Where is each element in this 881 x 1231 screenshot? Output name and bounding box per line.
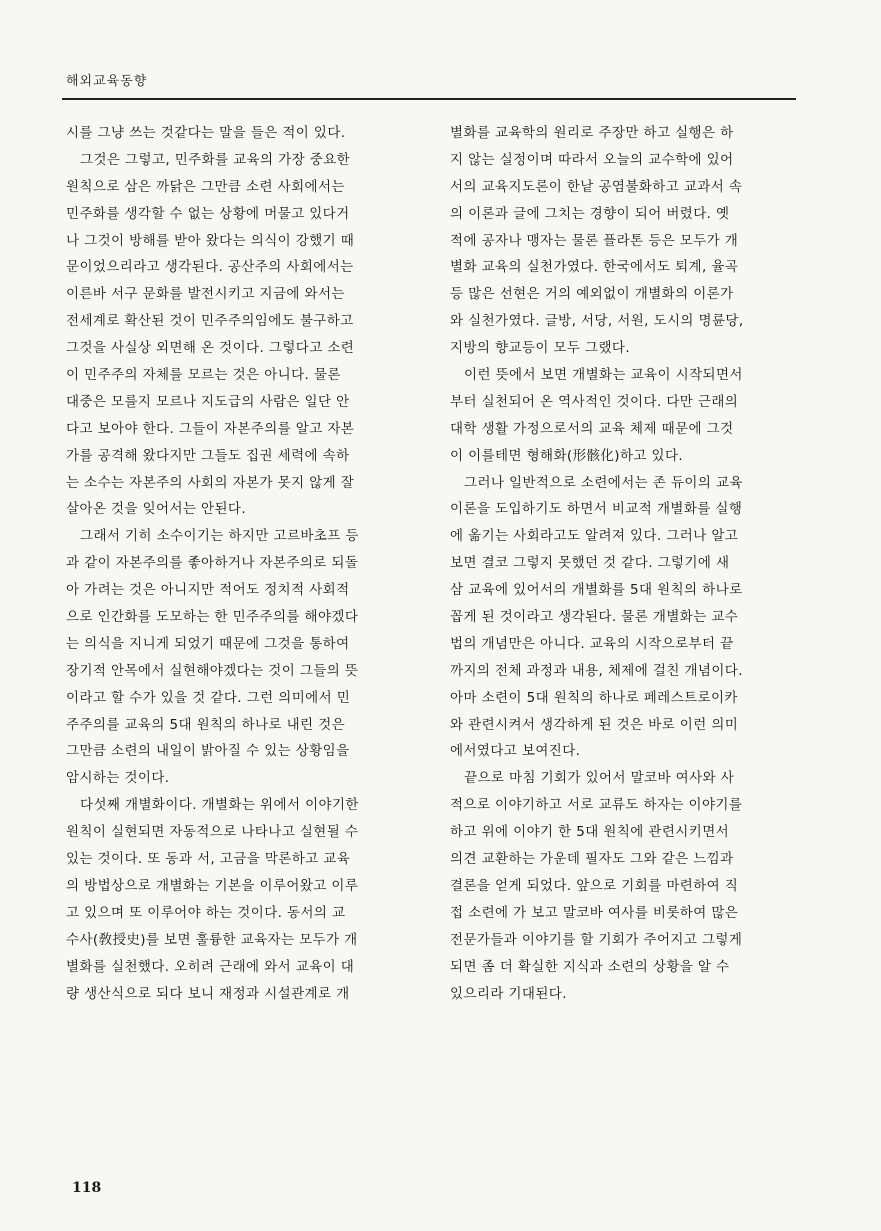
text-line: 가를 공격해 왔다지만 그들도 집권 세력에 속하	[66, 447, 350, 464]
text-line: 의견 교환하는 가운데 필자도 그와 같은 느낌과	[450, 851, 734, 868]
text-line: 살아온 것을 잊어서는 안된다.	[66, 501, 247, 518]
text-line: 에서였다고 보여진다.	[450, 743, 581, 760]
text-line: 대학 생활 가정으로서의 교육 체제 때문에 그것	[450, 420, 734, 437]
text-line: 그만큼 소련의 내일이 밝아질 수 있는 상황임을	[66, 743, 350, 760]
text-line: 별화를 교육학의 원리로 주장만 하고 실행은 하	[450, 125, 734, 141]
text-line: 량 생산식으로 되다 보니 재정과 시설관계로 개	[66, 985, 350, 1002]
text-line: 까지의 전체 과정과 내용, 체제에 걸친 개념이다.	[450, 662, 743, 679]
page-number: 118	[72, 1180, 102, 1196]
text-line: 그러나 일반적으로 소련에서는 존 듀이의 교육	[464, 474, 743, 491]
text-line: 이론을 도입하기도 하면서 비교적 개별화를 실행	[450, 501, 743, 518]
text-line: 장기적 안목에서 실현해야겠다는 것이 그들의 뜻	[66, 662, 359, 679]
left-column	[66, 120, 426, 1007]
text-line: 서의 교육지도론이 한낱 공염불화하고 교과서 속	[450, 178, 743, 195]
text-line: 이라고 할 수가 있을 것 같다. 그런 의미에서 민	[66, 689, 351, 706]
text-line: 부터 실천되어 온 역사적인 것이다. 다만 근래의	[450, 393, 739, 410]
text-line: 으로 인간화를 도모하는 한 민주주의를 해야겠다	[66, 609, 359, 626]
text-line: 나 그것이 방해를 받아 왔다는 의식이 강했기 때	[66, 232, 355, 249]
text-line: 전문가들과 이야기를 할 기회가 주어지고 그렇게	[450, 931, 743, 948]
text-line: 결론을 얻게 되었다. 앞으로 기회를 마련하여 직	[450, 877, 739, 894]
text-line: 끝으로 마침 기회가 있어서 말코바 여사와 사	[464, 770, 735, 787]
right-column	[450, 120, 810, 1007]
text-line: 의 이론과 글에 그치는 경향이 되어 버렸다. 옛	[450, 205, 730, 222]
text-line: 법의 개념만은 아니다. 교육의 시작으로부터 끝	[450, 635, 734, 652]
text-line: 삼 교육에 있어서의 개별화를 5대 원칙의 하나로	[450, 582, 743, 599]
text-line: 있는 것이다. 또 동과 서, 고금을 막론하고 교육	[66, 851, 351, 868]
text-line: 의 방법상으로 개별화는 기본을 이루어왔고 이루	[66, 877, 359, 894]
text-line: 이 민주주의 자체를 모르는 것은 아니다. 물론	[66, 367, 341, 384]
text-line: 그것은 그렇고, 민주화를 교육의 가장 중요한	[80, 151, 351, 168]
text-line: 원칙으로 삼은 까닭은 그만큼 소련 사회에서는	[66, 178, 345, 195]
text-line: 와 관련시켜서 생각하게 된 것은 바로 이런 의미	[450, 716, 739, 733]
text-line: 대중은 모를지 모르나 지도급의 사람은 일단 안	[66, 393, 350, 410]
text-line: 아 가려는 것은 아니지만 적어도 정치적 사회적	[66, 582, 350, 599]
text-line: 주주의를 교육의 5대 원칙의 하나로 내린 것은	[66, 716, 346, 733]
text-line: 전세계로 확산된 것이 민주주의임에도 불구하고	[66, 313, 354, 330]
text-line: 되면 좀 더 확실한 지식과 소련의 상황을 알 수	[450, 958, 730, 975]
header-rule	[62, 98, 796, 100]
text-line: 아마 소련이 5대 원칙의 하나로 페레스트로이카	[450, 689, 738, 706]
text-line: 적으로 이야기하고 서로 교류도 하자는 이야기를	[450, 797, 743, 814]
text-line: 고 있으며 또 이루어야 하는 것이다. 동서의 교	[66, 904, 346, 921]
text-line: 와 실천가였다. 글방, 서당, 서원, 도시의 명륜당,	[450, 313, 744, 330]
text-line: 수사(敎授史)를 보면 훌륭한 교육자는 모두가 개	[66, 931, 358, 948]
text-line: 별화 교육의 실천가였다. 한국에서도 퇴계, 율곡	[450, 259, 739, 276]
text-line: 암시하는 것이다.	[66, 770, 170, 787]
text-line: 별화를 실천했다. 오히려 근래에 와서 교육이 대	[66, 958, 355, 975]
text-line: 시를 그냥 쓰는 것같다는 말을 들은 적이 있다.	[66, 125, 346, 141]
text-line: 는 소수는 자본주의 사회의 자본가 못지 않게 잘	[66, 474, 355, 491]
text-line: 꼽게 된 것이라고 생각된다. 물론 개별화는 교수	[450, 609, 739, 626]
text-line: 지 않는 실정이며 따라서 오늘의 교수학에 있어	[450, 151, 734, 168]
text-line: 등 많은 선현은 거의 예외없이 개별화의 이론가	[450, 286, 734, 303]
text-line: 적에 공자나 맹자는 물론 플라톤 등은 모두가 개	[450, 232, 739, 249]
text-line: 원칙이 실현되면 자동적으로 나타나고 실현될 수	[66, 824, 359, 841]
text-line: 에 옮기는 사회라고도 알려져 있다. 그러나 알고	[450, 528, 739, 545]
text-line: 그것을 사실상 외면해 온 것이다. 그렇다고 소련	[66, 340, 355, 357]
text-line: 다섯째 개별화이다. 개별화는 위에서 이야기한	[80, 797, 359, 814]
text-line: 는 의식을 지니게 되었기 때문에 그것을 통하여	[66, 635, 350, 652]
text-line: 보면 결코 그렇지 못했던 것 같다. 그렇기에 새	[450, 555, 730, 572]
text-line: 접 소련에 가 보고 말코바 여사를 비롯하여 많은	[450, 904, 739, 921]
text-line: 하고 위에 이야기 한 5대 원칙에 관련시키면서	[450, 824, 730, 841]
text-line: 지방의 향교등이 모두 그랬다.	[450, 340, 631, 357]
text-line: 이른바 서구 문화를 발전시키고 지금에 와서는	[66, 286, 345, 303]
text-line: 과 같이 자본주의를 좋아하거나 자본주의로 되돌	[66, 555, 359, 572]
text-line: 문이었으리라고 생각된다. 공산주의 사회에서는	[66, 259, 354, 276]
text-line: 있으리라 기대된다.	[450, 985, 567, 1002]
text-line: 다고 보아야 한다. 그들이 자본주의를 알고 자본	[66, 420, 355, 437]
text-line: 이런 뜻에서 보면 개별화는 교육이 시작되면서	[464, 367, 743, 384]
text-line: 이 이를테면 형해화(形骸化)하고 있다.	[450, 447, 684, 464]
section-title: 해외교육동향	[66, 74, 148, 89]
text-line: 민주화를 생각할 수 없는 상황에 머물고 있다거	[66, 205, 350, 222]
text-line: 그래서 기히 소수이기는 하지만 고르바초프 등	[80, 528, 359, 545]
